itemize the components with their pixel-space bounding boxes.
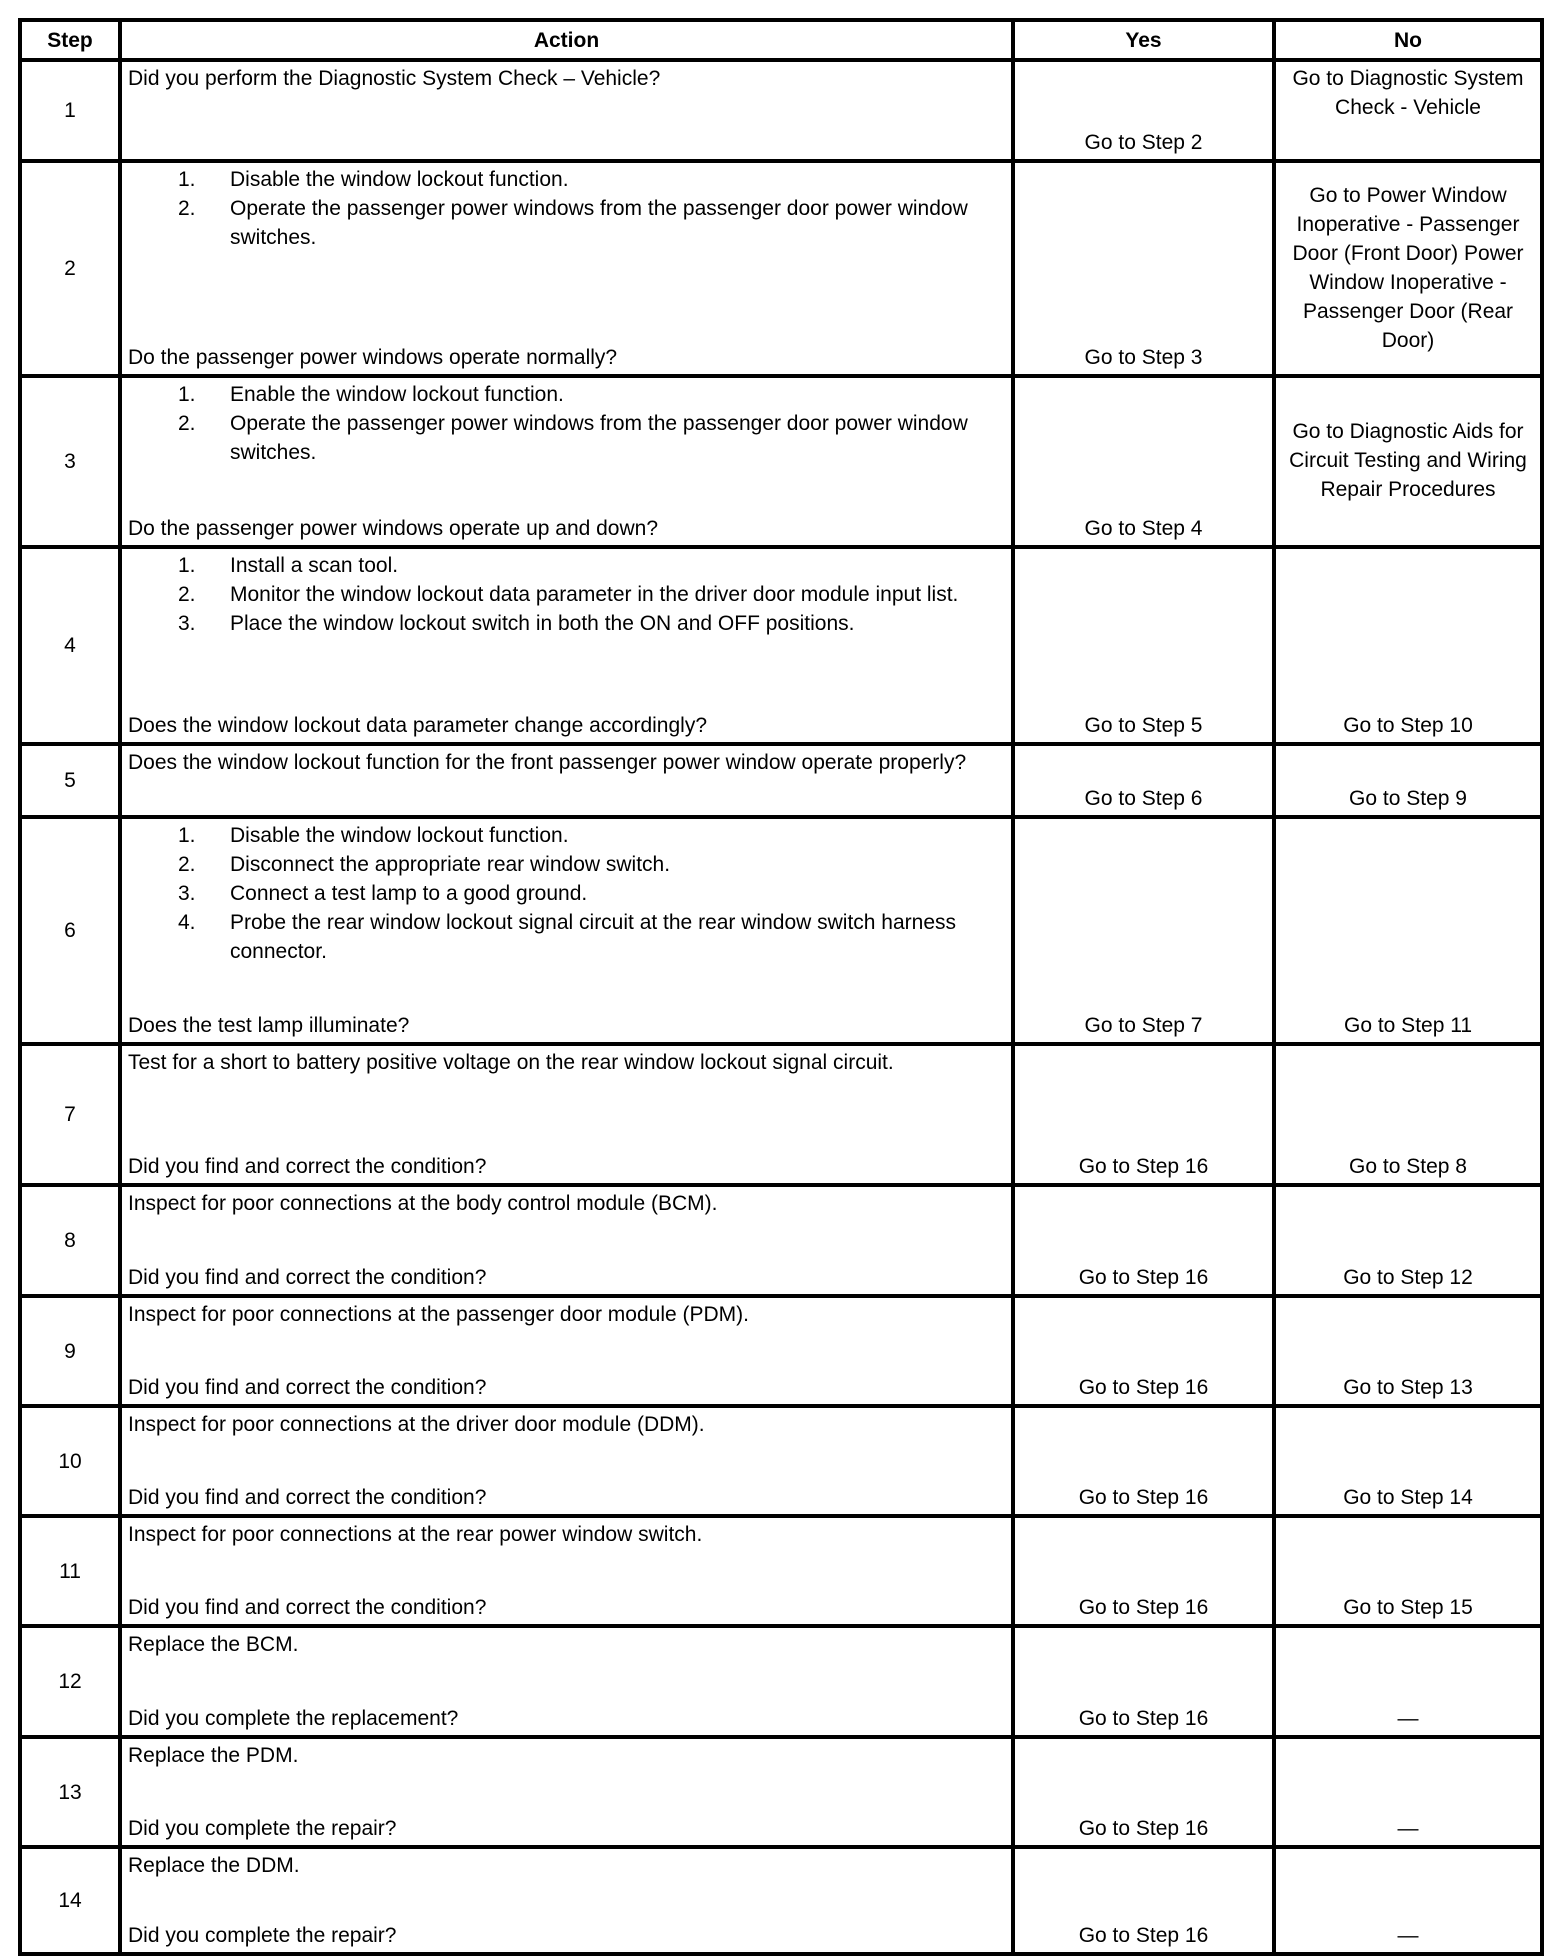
action-instructions — [128, 380, 1007, 467]
no-result: Go to Step 14 — [1274, 1406, 1542, 1516]
no-result: Go to Diagnostic System Check - Vehicle — [1274, 60, 1542, 161]
table-row — [20, 60, 1542, 161]
action-text: Replace the PDM. — [128, 1744, 299, 1767]
item-text: Operate the passenger power windows from the passenger door power window switches. — [230, 197, 968, 249]
step-number: 10 — [20, 1406, 120, 1516]
action-question: Does the test lamp illuminate? — [128, 1014, 410, 1037]
item-text: Disable the window lockout function. — [230, 824, 569, 847]
yes-result: Go to Step 2 — [1013, 60, 1274, 161]
item-text: Disable the window lockout function. — [230, 168, 569, 191]
yes-result: Go to Step 3 — [1013, 161, 1274, 376]
no-result: Go to Power Window Inoperative - Passenger Door (Front Door) Power Window Inoperative - Passenger Door (Rear Door) — [1274, 161, 1542, 376]
action-cell — [120, 1737, 1013, 1847]
action-cell — [120, 744, 1013, 817]
table-body — [20, 60, 1542, 1954]
item-number: 1. — [178, 383, 196, 406]
yes-result: Go to Step 16 — [1013, 1044, 1274, 1185]
instruction-item — [128, 551, 1007, 580]
instruction-item — [128, 165, 1007, 194]
step-number: 13 — [20, 1737, 120, 1847]
no-result: — — [1274, 1626, 1542, 1737]
yes-result: Go to Step 16 — [1013, 1185, 1274, 1296]
yes-result: Go to Step 16 — [1013, 1847, 1274, 1954]
action-cell — [120, 1296, 1013, 1406]
item-number: 2. — [178, 412, 196, 435]
action-cell — [120, 1847, 1013, 1954]
item-number: 1. — [178, 554, 196, 577]
action-question: Do the passenger power windows operate up and down? — [128, 517, 659, 540]
yes-result: Go to Step 16 — [1013, 1737, 1274, 1847]
no-result: Go to Step 13 — [1274, 1296, 1542, 1406]
action-instructions — [128, 551, 1007, 638]
instruction-item — [128, 380, 1007, 409]
yes-result: Go to Step 6 — [1013, 744, 1274, 817]
table-row — [20, 376, 1542, 547]
step-number: 9 — [20, 1296, 120, 1406]
action-text: Does the window lockout function for the front passenger power window operate properly? — [128, 751, 967, 774]
action-cell — [120, 60, 1013, 161]
instruction-list — [128, 165, 1007, 252]
action-instructions — [128, 1520, 1007, 1549]
step-number: 4 — [20, 547, 120, 744]
item-text: Disconnect the appropriate rear window switch. — [230, 853, 671, 876]
yes-result: Go to Step 16 — [1013, 1296, 1274, 1406]
action-instructions — [128, 1630, 1007, 1659]
step-number: 14 — [20, 1847, 120, 1954]
item-number: 2. — [178, 197, 196, 220]
step-number: 5 — [20, 744, 120, 817]
table-row — [20, 1626, 1542, 1737]
header-row — [20, 20, 1542, 60]
action-text: Replace the DDM. — [128, 1854, 300, 1877]
header-no: No — [1274, 20, 1542, 60]
yes-result: Go to Step 7 — [1013, 817, 1274, 1044]
diagnostic-table — [18, 18, 1544, 1956]
action-text: Test for a short to battery positive voltage on the rear window lockout signal circuit. — [128, 1051, 894, 1074]
no-result: Go to Step 8 — [1274, 1044, 1542, 1185]
yes-result: Go to Step 5 — [1013, 547, 1274, 744]
instruction-item — [128, 409, 1007, 467]
item-number: 3. — [178, 882, 196, 905]
action-question: Did you find and correct the condition? — [128, 1266, 487, 1289]
action-instructions — [128, 1851, 1007, 1880]
action-cell — [120, 1406, 1013, 1516]
step-number: 11 — [20, 1516, 120, 1626]
action-text: Inspect for poor connections at the passenger door module (PDM). — [128, 1303, 749, 1326]
action-text: Inspect for poor connections at the body control module (BCM). — [128, 1192, 718, 1215]
step-number: 8 — [20, 1185, 120, 1296]
action-cell — [120, 1516, 1013, 1626]
no-result: — — [1274, 1737, 1542, 1847]
action-question: Did you find and correct the condition? — [128, 1155, 487, 1178]
item-text: Install a scan tool. — [230, 554, 399, 577]
action-cell — [120, 376, 1013, 547]
item-text: Enable the window lockout function. — [230, 383, 564, 406]
action-question: Did you find and correct the condition? — [128, 1486, 487, 1509]
item-text: Connect a test lamp to a good ground. — [230, 882, 588, 905]
item-text: Probe the rear window lockout signal circuit at the rear window switch harness connector. — [230, 911, 957, 963]
no-result: Go to Step 15 — [1274, 1516, 1542, 1626]
instruction-item — [128, 821, 1007, 850]
item-text: Monitor the window lockout data parameter in the driver door module input list. — [230, 583, 959, 606]
action-instructions — [128, 1741, 1007, 1770]
action-instructions — [128, 748, 1007, 777]
step-number: 2 — [20, 161, 120, 376]
instruction-item — [128, 609, 1007, 638]
action-cell — [120, 1185, 1013, 1296]
table-row — [20, 1516, 1542, 1626]
no-result: Go to Step 12 — [1274, 1185, 1542, 1296]
action-instructions — [128, 1189, 1007, 1218]
yes-result: Go to Step 16 — [1013, 1626, 1274, 1737]
action-instructions — [128, 1048, 1007, 1077]
header-step: Step — [20, 20, 120, 60]
instruction-list — [128, 380, 1007, 467]
item-number: 1. — [178, 824, 196, 847]
header-action: Action — [120, 20, 1013, 60]
action-question: Does the window lockout data parameter change accordingly? — [128, 714, 708, 737]
instruction-item — [128, 908, 1007, 966]
no-result: Go to Step 9 — [1274, 744, 1542, 817]
step-number: 12 — [20, 1626, 120, 1737]
no-result: Go to Diagnostic Aids for Circuit Testing and Wiring Repair Procedures — [1274, 376, 1542, 547]
no-result: — — [1274, 1847, 1542, 1954]
item-number: 3. — [178, 612, 196, 635]
step-number: 7 — [20, 1044, 120, 1185]
table-row — [20, 1296, 1542, 1406]
action-cell — [120, 547, 1013, 744]
action-cell — [120, 1626, 1013, 1737]
table-row — [20, 1406, 1542, 1516]
yes-result: Go to Step 16 — [1013, 1406, 1274, 1516]
item-text: Place the window lockout switch in both the ON and OFF positions. — [230, 612, 855, 635]
yes-result: Go to Step 16 — [1013, 1516, 1274, 1626]
table-row — [20, 1847, 1542, 1954]
instruction-list — [128, 821, 1007, 966]
instruction-item — [128, 194, 1007, 252]
action-question: Did you find and correct the condition? — [128, 1596, 487, 1619]
action-instructions — [128, 64, 1007, 93]
yes-result: Go to Step 4 — [1013, 376, 1274, 547]
instruction-item — [128, 850, 1007, 879]
action-question: Do the passenger power windows operate normally? — [128, 346, 618, 369]
step-number: 6 — [20, 817, 120, 1044]
action-instructions — [128, 1410, 1007, 1439]
item-text: Operate the passenger power windows from the passenger door power window switches. — [230, 412, 968, 464]
header-yes: Yes — [1013, 20, 1274, 60]
no-result: Go to Step 10 — [1274, 547, 1542, 744]
table-row — [20, 1185, 1542, 1296]
step-number: 1 — [20, 60, 120, 161]
action-cell — [120, 161, 1013, 376]
action-instructions — [128, 165, 1007, 252]
table-row — [20, 744, 1542, 817]
instruction-item — [128, 580, 1007, 609]
action-instructions — [128, 821, 1007, 966]
item-number: 2. — [178, 853, 196, 876]
action-cell — [120, 817, 1013, 1044]
table-row — [20, 547, 1542, 744]
action-text: Inspect for poor connections at the driver door module (DDM). — [128, 1413, 705, 1436]
no-result: Go to Step 11 — [1274, 817, 1542, 1044]
instruction-list — [128, 551, 1007, 638]
action-question: Did you complete the repair? — [128, 1924, 397, 1947]
table-row — [20, 817, 1542, 1044]
table-row — [20, 1737, 1542, 1847]
action-instructions — [128, 1300, 1007, 1329]
item-number: 2. — [178, 583, 196, 606]
step-number: 3 — [20, 376, 120, 547]
item-number: 1. — [178, 168, 196, 191]
action-question: Did you complete the replacement? — [128, 1707, 459, 1730]
instruction-item — [128, 879, 1007, 908]
action-question: Did you find and correct the condition? — [128, 1376, 487, 1399]
item-number: 4. — [178, 911, 196, 934]
action-cell — [120, 1044, 1013, 1185]
action-text: Did you perform the Diagnostic System Check – Vehicle? — [128, 67, 661, 90]
action-question: Did you complete the repair? — [128, 1817, 397, 1840]
action-text: Inspect for poor connections at the rear power window switch. — [128, 1523, 703, 1546]
action-text: Replace the BCM. — [128, 1633, 299, 1656]
table-row — [20, 1044, 1542, 1185]
table-row — [20, 161, 1542, 376]
